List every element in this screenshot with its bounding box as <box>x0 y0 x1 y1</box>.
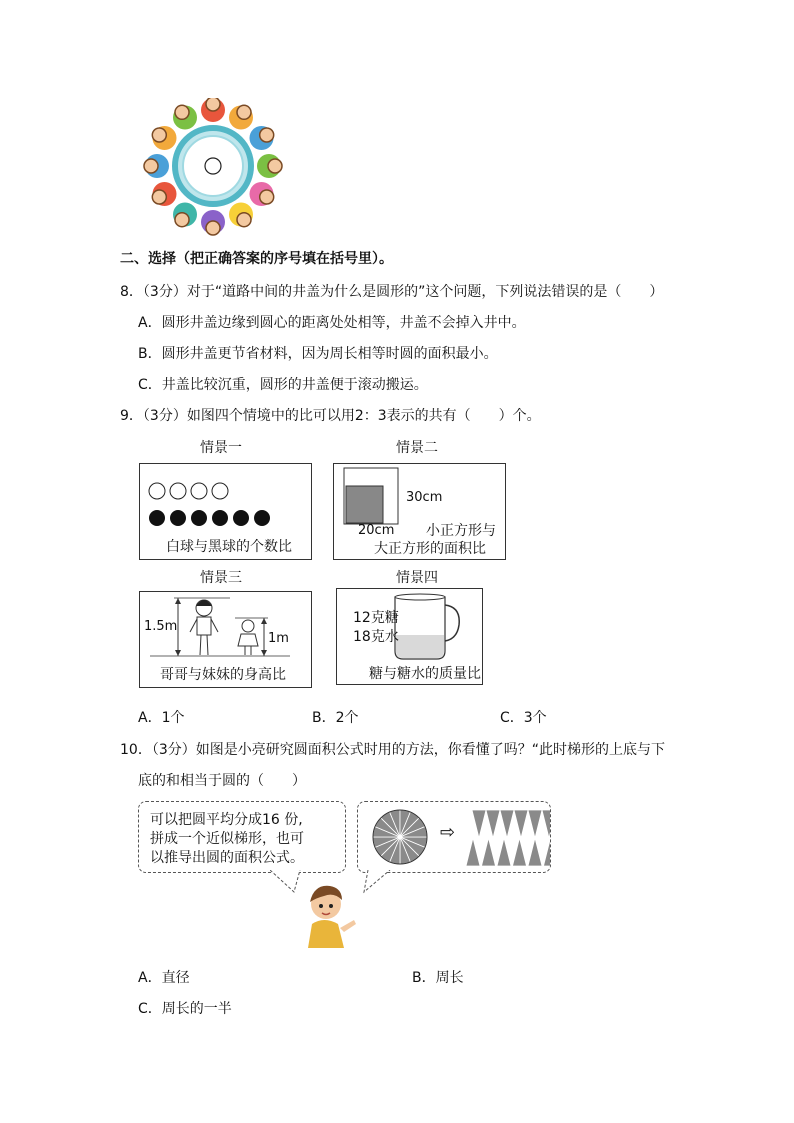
scene-1-panel <box>139 463 312 560</box>
bubble-line-3: 以推导出圆的面积公式。 <box>150 850 304 866</box>
bubble-line-2: 拼成一个近似梯形，也可 <box>150 831 304 847</box>
trapezoid-piece <box>514 810 528 838</box>
bubble-line-1: 可以把圆平均分成16 份, <box>150 812 303 828</box>
trapezoid-piece <box>528 838 542 866</box>
black-ball <box>212 510 228 526</box>
arrow-icon: ⇨ <box>440 822 456 843</box>
question-10-stem-line2: 底的和相当于圆的（ ） <box>138 773 306 789</box>
water-label: 18克水 <box>353 629 399 645</box>
trapezoid-piece <box>542 810 550 838</box>
scene-2-title: 情景二 <box>396 440 438 456</box>
center-circle <box>205 158 221 174</box>
question-8-stem: 8．（3分）对于“道路中间的井盖为什么是圆形的”这个问题，下列说法错误的是（ ） <box>120 284 664 300</box>
scene-4-title: 情景四 <box>396 570 438 586</box>
boy-illustration <box>300 880 360 948</box>
black-ball <box>170 510 186 526</box>
scene-4-caption: 糖与糖水的质量比 <box>369 666 481 682</box>
scene-3-panel <box>139 591 312 688</box>
black-ball <box>149 510 165 526</box>
q10-option-c[interactable]: C．周长的一半 <box>138 1001 232 1017</box>
trapezoid-piece <box>472 810 486 838</box>
question-9-stem: 9．（3分）如图四个情境中的比可以用2：3表示的共有（ ）个。 <box>120 408 541 424</box>
q10-option-b[interactable]: B．周长 <box>412 970 464 986</box>
q8-option-b[interactable]: B．圆形井盖更节省材料，因为周长相等时圆的面积最小。 <box>138 346 498 362</box>
black-ball <box>191 510 207 526</box>
scene-2-panel <box>333 463 506 560</box>
q8-option-c[interactable]: C．井盖比较沉重，圆形的井盖便于滚动搬运。 <box>138 377 428 393</box>
scene-3-title: 情景三 <box>200 570 242 586</box>
trapezoid-piece <box>528 810 542 838</box>
sugar-label: 12克糖 <box>353 610 399 626</box>
black-ball <box>254 510 270 526</box>
children-circle-illustration <box>138 98 288 238</box>
scene-3-caption: 哥哥与妹妹的身高比 <box>160 667 286 683</box>
label-20cm: 20cm <box>358 523 395 538</box>
black-ball <box>233 510 249 526</box>
label-1m: 1m <box>268 631 289 646</box>
q9-option-c[interactable]: C．3个 <box>500 710 547 726</box>
diagram-bubble <box>357 801 551 873</box>
trapezoid-piece <box>486 810 500 838</box>
trapezoid-piece <box>482 838 496 866</box>
speech-bubble <box>138 801 346 873</box>
white-ball <box>149 483 165 499</box>
scene-1-caption: 白球与黑球的个数比 <box>166 539 292 555</box>
sister-figure <box>238 620 258 655</box>
q9-option-b[interactable]: B．2个 <box>312 710 359 726</box>
trapezoid-piece <box>466 838 480 866</box>
scene-2-caption-line2: 大正方形的面积比 <box>374 541 486 557</box>
section-title: 二、选择（把正确答案的序号填在括号里）。 <box>120 251 393 267</box>
trapezoid-piece <box>500 810 514 838</box>
trapezoid-piece <box>497 838 511 866</box>
brother-figure <box>190 600 218 655</box>
scene-4-panel <box>336 588 483 685</box>
scene-2-caption-line1: 小正方形与 <box>426 523 496 539</box>
label-30cm: 30cm <box>406 490 443 505</box>
trapezoid-piece <box>544 838 551 866</box>
bubble-tail-right <box>360 870 400 894</box>
scene-1-title: 情景一 <box>200 440 242 456</box>
label-1-5m: 1.5m <box>144 619 178 634</box>
white-ball <box>212 483 228 499</box>
small-square <box>346 486 383 523</box>
balls-figure <box>140 474 311 534</box>
q10-option-a[interactable]: A．直径 <box>138 970 190 986</box>
q8-option-a[interactable]: A．圆形井盖边缘到圆心的距离处处相等，井盖不会掉入井中。 <box>138 315 526 331</box>
white-ball <box>170 483 186 499</box>
question-10-stem-line1: 10．（3分）如图是小亮研究圆面积公式时用的方法，你看懂了吗？“此时梯形的上底与下 <box>120 742 665 758</box>
white-ball <box>191 483 207 499</box>
q9-option-a[interactable]: A．1个 <box>138 710 185 726</box>
trapezoid-piece <box>513 838 527 866</box>
